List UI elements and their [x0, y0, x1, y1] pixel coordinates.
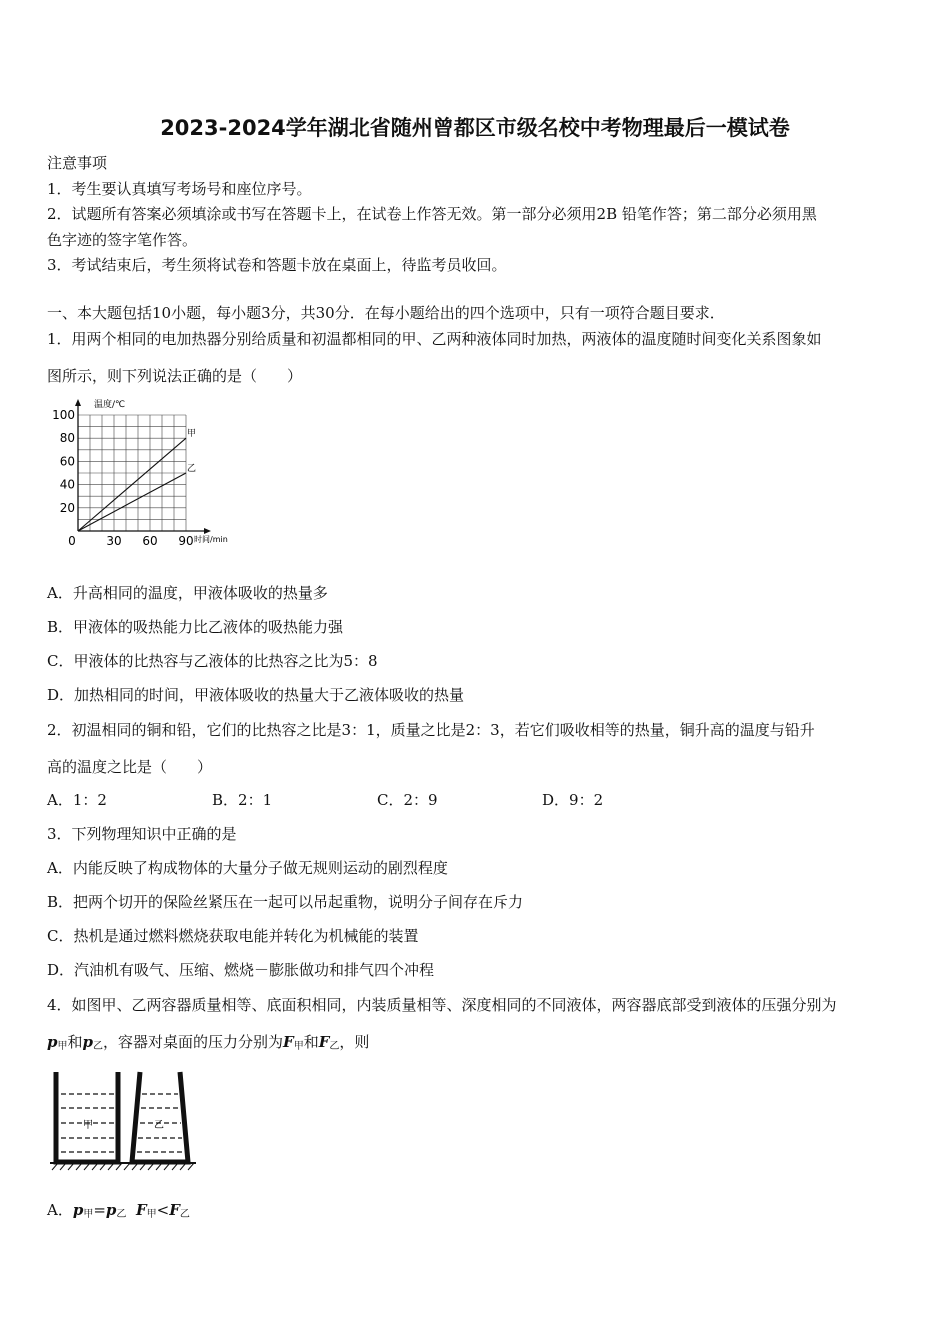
y-tick-label: 80 [59, 431, 75, 446]
x-tick-label: 90 [178, 534, 194, 545]
y-tick-label: 60 [59, 454, 75, 469]
y-tick-label: 100 [52, 408, 75, 422]
q3-option-a: A．内能反映了构成物体的大量分子做无规则运动的剧烈程度 [47, 859, 448, 877]
chart-series [78, 428, 196, 531]
q1-option-b: B．甲液体的吸热能力比乙液体的吸热能力强 [47, 618, 344, 636]
container-label-yi: 乙 [154, 1120, 164, 1131]
q4-stem-line1: 4．如图甲、乙两容器质量相等、底面积相同，内装质量相等、深度相同的不同液体，两容器底部受到液体的压强分别为 [47, 996, 837, 1014]
q2-option-c: C．2：9 [377, 791, 438, 809]
x-axis-arrow [204, 528, 211, 534]
q2-stem-line1: 2．初温相同的铜和铅，它们的比热容之比是3：1，质量之比是2：3，若它们吸收相等的热量，铜升高的温度与铅升 [47, 721, 815, 739]
x-tick-label: 30 [106, 534, 122, 545]
q3-option-d: D．汽油机有吸气、压缩、燃烧－膨胀做功和排气四个冲程 [47, 961, 435, 979]
q3-option-b: B．把两个切开的保险丝紧压在一起可以吊起重物，说明分子间存在斥力 [47, 893, 524, 911]
notice-item: 3．考试结束后，考生须将试卷和答题卡放在桌面上，待监考员收回。 [47, 256, 507, 274]
q3-stem: 3．下列物理知识中正确的是 [47, 825, 237, 843]
series-line-yi [78, 473, 186, 531]
q4-stem-line2: $p_甲$和$p_乙$，容器对桌面的压力分别为$F_甲$和$F_乙$，则 [47, 1033, 370, 1052]
q2-stem-line2: 高的温度之比是（ ） [47, 758, 213, 776]
q1-option-a: A．升高相同的温度，甲液体吸收的热量多 [47, 584, 328, 602]
q2-option-b: B．2：1 [212, 791, 273, 809]
q2-option-d: D．9：2 [542, 791, 604, 809]
q1-option-c: C．甲液体的比热容与乙液体的比热容之比为5：8 [47, 652, 378, 670]
q1-stem-line1: 1．用两个相同的电加热器分别给质量和初温都相同的甲、乙两种液体同时加热，两液体的温度随时间变化关系图象如 [47, 330, 822, 348]
notice-heading: 注意事项 [47, 154, 108, 172]
container-yi [132, 1072, 188, 1162]
x-axis-label: 时间/min [194, 535, 228, 544]
y-tick-label: 20 [59, 500, 75, 515]
y-axis-label: 温度/℃ [94, 400, 126, 410]
y-tick-label: 40 [59, 477, 75, 492]
chart-ticks [52, 408, 197, 545]
q3-option-c: C．热机是通过燃料燃烧获取电能并转化为机械能的装置 [47, 927, 419, 945]
x-tick-label: 0 [68, 534, 76, 545]
q1-option-d: D．加热相同的时间，甲液体吸收的热量大于乙液体吸收的热量 [47, 686, 465, 704]
page-title: 2023-2024学年湖北省随州曾都区市级名校中考物理最后一模试卷 [160, 116, 790, 140]
container-jia [56, 1072, 118, 1162]
chart-grid [78, 415, 186, 531]
x-tick-label: 60 [142, 534, 158, 545]
series-label: 甲 [187, 429, 197, 440]
notice-item: 色字迹的签字笔作答。 [47, 231, 198, 249]
container-label-jia: 甲 [83, 1120, 93, 1131]
section-heading: 一、本大题包括10小题，每小题3分，共30分．在每小题给出的四个选项中，只有一项符合题目要求． [47, 304, 725, 322]
notice-item: 2．试题所有答案必须填涂或书写在答题卡上，在试卷上作答无效。第一部分必须用2B 铅笔作答；第二部分必须用黑 [47, 205, 817, 223]
q1-stem-line2: 图所示，则下列说法正确的是（ ） [47, 367, 303, 385]
q4-option-a: A．$p_甲=p_乙$ $F_甲<F_乙$ [47, 1201, 190, 1220]
containers-figure [48, 1068, 198, 1172]
notice-item: 1．考生要认真填写考场号和座位序号。 [47, 180, 312, 198]
series-label: 乙 [187, 464, 197, 474]
y-axis-arrow [75, 399, 81, 406]
q2-option-a: A．1：2 [47, 791, 107, 809]
temperature-time-graph [44, 393, 244, 545]
